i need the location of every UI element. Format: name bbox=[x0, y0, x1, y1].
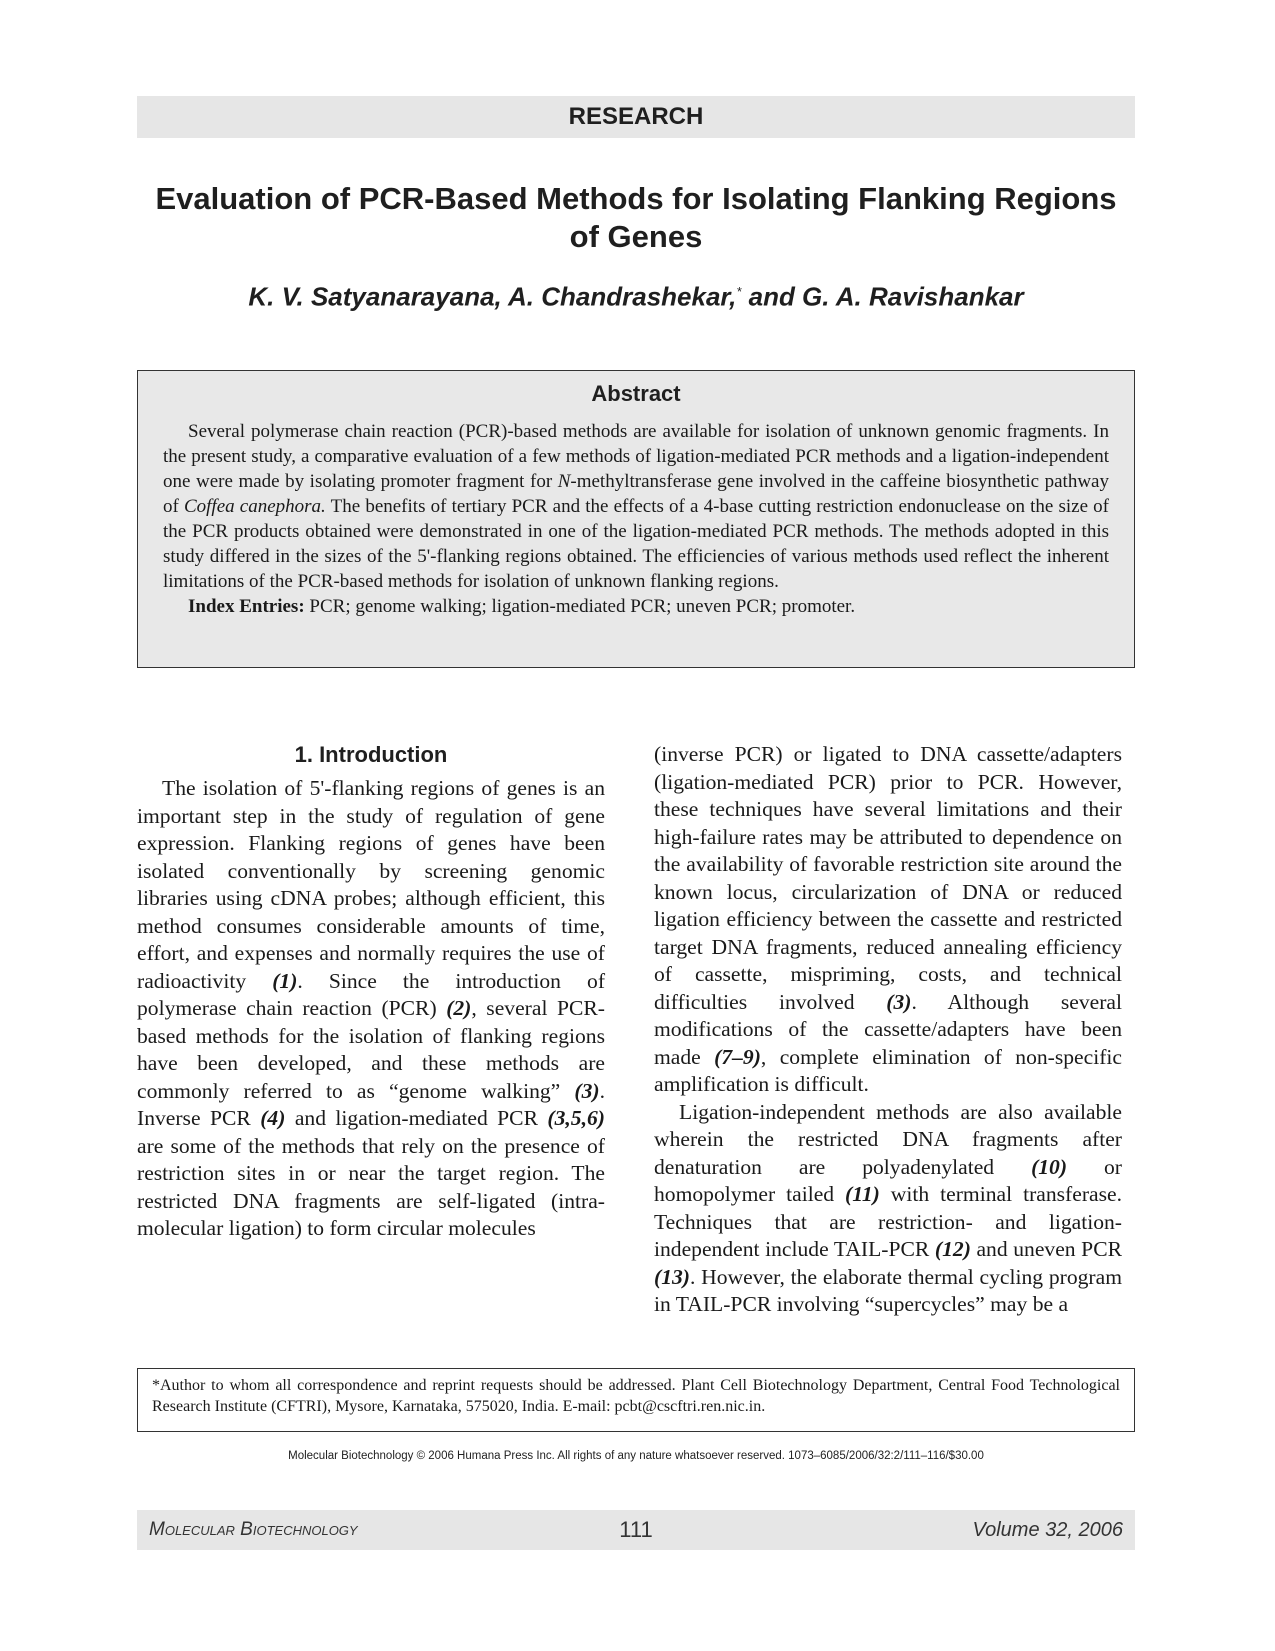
author-names-last: and G. A. Ravishankar bbox=[741, 281, 1024, 312]
text-run: The isolation of 5'-flanking regions of genes is an important step in the study of regulation of gene expression. Flanking regions of genes have been isolated conventionally by screening genomic libraries using cDNA probes; although efficient, this method consumes considerable amounts of time, effort, and expenses and normally requires the use of radioactivity bbox=[137, 776, 605, 993]
abstract-heading: Abstract bbox=[591, 381, 681, 406]
abstract-text-part-2: -methyltransferase gene involved in the caffeine biosynthetic pathway of bbox=[163, 471, 1109, 517]
citation: (4) bbox=[260, 1106, 286, 1130]
index-entries-label: Index Entries: bbox=[188, 596, 305, 617]
copyright-line: Molecular Biotechnology © 2006 Humana Press Inc. All rights of any nature whatsoever reserved. 1073–6085/2006/32:2/111–116/$30.00 bbox=[288, 1450, 984, 1462]
author-names-first: K. V. Satyanarayana, A. Chandrashekar, bbox=[248, 281, 737, 312]
citation: (11) bbox=[845, 1182, 880, 1206]
n-italic: N bbox=[557, 471, 571, 492]
introduction-heading: 1. Introduction bbox=[294, 742, 448, 767]
text-run: . However, the elaborate thermal cycling program in TAIL-PCR involving “supercycles” may be a bbox=[654, 1264, 1122, 1316]
citation: (7–9) bbox=[714, 1044, 761, 1069]
page-footer bbox=[137, 1510, 1135, 1550]
journal-name: Molecular Biotechnology bbox=[149, 1519, 358, 1540]
text-run: with terminal transferase. Techniques that are restriction- and ligation-independent include TAIL-PCR bbox=[654, 1182, 1122, 1261]
corresponding-author-mark: * bbox=[736, 284, 742, 299]
citation: (1) bbox=[272, 968, 298, 993]
text-run: or homopolymer tailed bbox=[654, 1154, 1122, 1206]
citation: (10) bbox=[1031, 1154, 1068, 1179]
species-name: Coffea canephora. bbox=[183, 496, 326, 517]
intro-paragraph-1-continued bbox=[654, 741, 1122, 1099]
citation: (2) bbox=[446, 996, 472, 1020]
index-entries-terms: PCR; genome walking; ligation-mediated PCR; uneven PCR; promoter. bbox=[304, 596, 856, 617]
text-run: are some of the methods that rely on the presence of restriction sites in or near the target region. The restricted DNA fragments are self-ligated (intra-molecular ligation) to form circular molecules bbox=[137, 1133, 605, 1240]
text-run: and uneven PCR bbox=[970, 1237, 1122, 1261]
text-run: (inverse PCR) or ligated to DNA cassette/adapters (ligation-mediated PCR) prior to PCR. However, these techniques have several limitations and their high-failure rates may be attributed to dependence on the availability of favorable restriction site around the known locus, circularization of DNA or reduced ligation efficiency between the cassette and restricted target DNA fragments, reduced annealing efficiency of cassette, mispriming, costs, and technical difficulties involved bbox=[654, 742, 1122, 1014]
abstract-text bbox=[163, 419, 1109, 594]
article-title: Evaluation of PCR-Based Methods for Isolating Flanking Regions of Genes bbox=[155, 181, 1117, 254]
citation: (12) bbox=[934, 1237, 971, 1261]
text-run: . Inverse PCR bbox=[137, 1078, 605, 1130]
text-run: . Although several modifications of the cassette/adapters have been made bbox=[654, 989, 1122, 1069]
citation: (3,5,6) bbox=[547, 1106, 605, 1130]
text-run: and ligation-mediated PCR bbox=[285, 1106, 548, 1130]
text-run: , complete elimination of non-specific amplification is difficult. bbox=[654, 1044, 1122, 1096]
citation: (3) bbox=[574, 1078, 600, 1103]
author-list bbox=[137, 276, 1135, 313]
text-run: Ligation-independent methods are also available wherein the restricted DNA fragments after denaturation are polyadenylated bbox=[654, 1099, 1122, 1179]
abstract-text-part-3: The benefits of tertiary PCR and the effects of a 4-base cutting restriction endonuclease on the size of the PCR products obtained were demonstrated in one of the ligation-mediated PCR methods. The methods adopted in this study differed in the sizes of the 5'-flanking regions obtained. The efficiencies of various methods used reflect the inherent limitations of the PCR-based methods for isolation of unknown flanking regions. bbox=[163, 496, 1109, 592]
text-run: . Since the introduction of polymerase chain reaction (PCR) bbox=[137, 968, 606, 1020]
page-number: 111 bbox=[619, 1517, 653, 1542]
abstract-text-part-1: Several polymerase chain reaction (PCR)-based methods are available for isolation of unknown genomic fragments. In the present study, a comparative evaluation of a few methods of ligation-mediated PCR methods and a ligation-independent one were made by isolating promoter fragment for bbox=[163, 421, 1109, 492]
left-column bbox=[137, 741, 605, 1243]
index-entries bbox=[163, 594, 1109, 619]
correspondence-footnote: *Author to whom all correspondence and reprint requests should be addressed. Plant Cell Biotechnology Department, Central Food Technological Research Institute (CFTRI), Mysore, Karnataka, 575020, India. E-mail: pcbt@cscftri.ren.nic.in. bbox=[137, 1368, 1135, 1432]
citation: (3) bbox=[886, 989, 912, 1014]
intro-paragraph-2 bbox=[654, 1099, 1122, 1319]
right-column bbox=[654, 741, 1122, 1319]
text-run: , several PCR-based methods for the isolation of flanking regions have been developed, and these methods are commonly referred to as “genome walking” bbox=[137, 996, 605, 1103]
section-label: RESEARCH bbox=[137, 96, 1135, 138]
intro-paragraph-1 bbox=[137, 775, 605, 1243]
abstract-box bbox=[137, 370, 1135, 668]
citation: (13) bbox=[654, 1264, 690, 1289]
volume-info: Volume 32, 2006 bbox=[972, 1519, 1123, 1541]
